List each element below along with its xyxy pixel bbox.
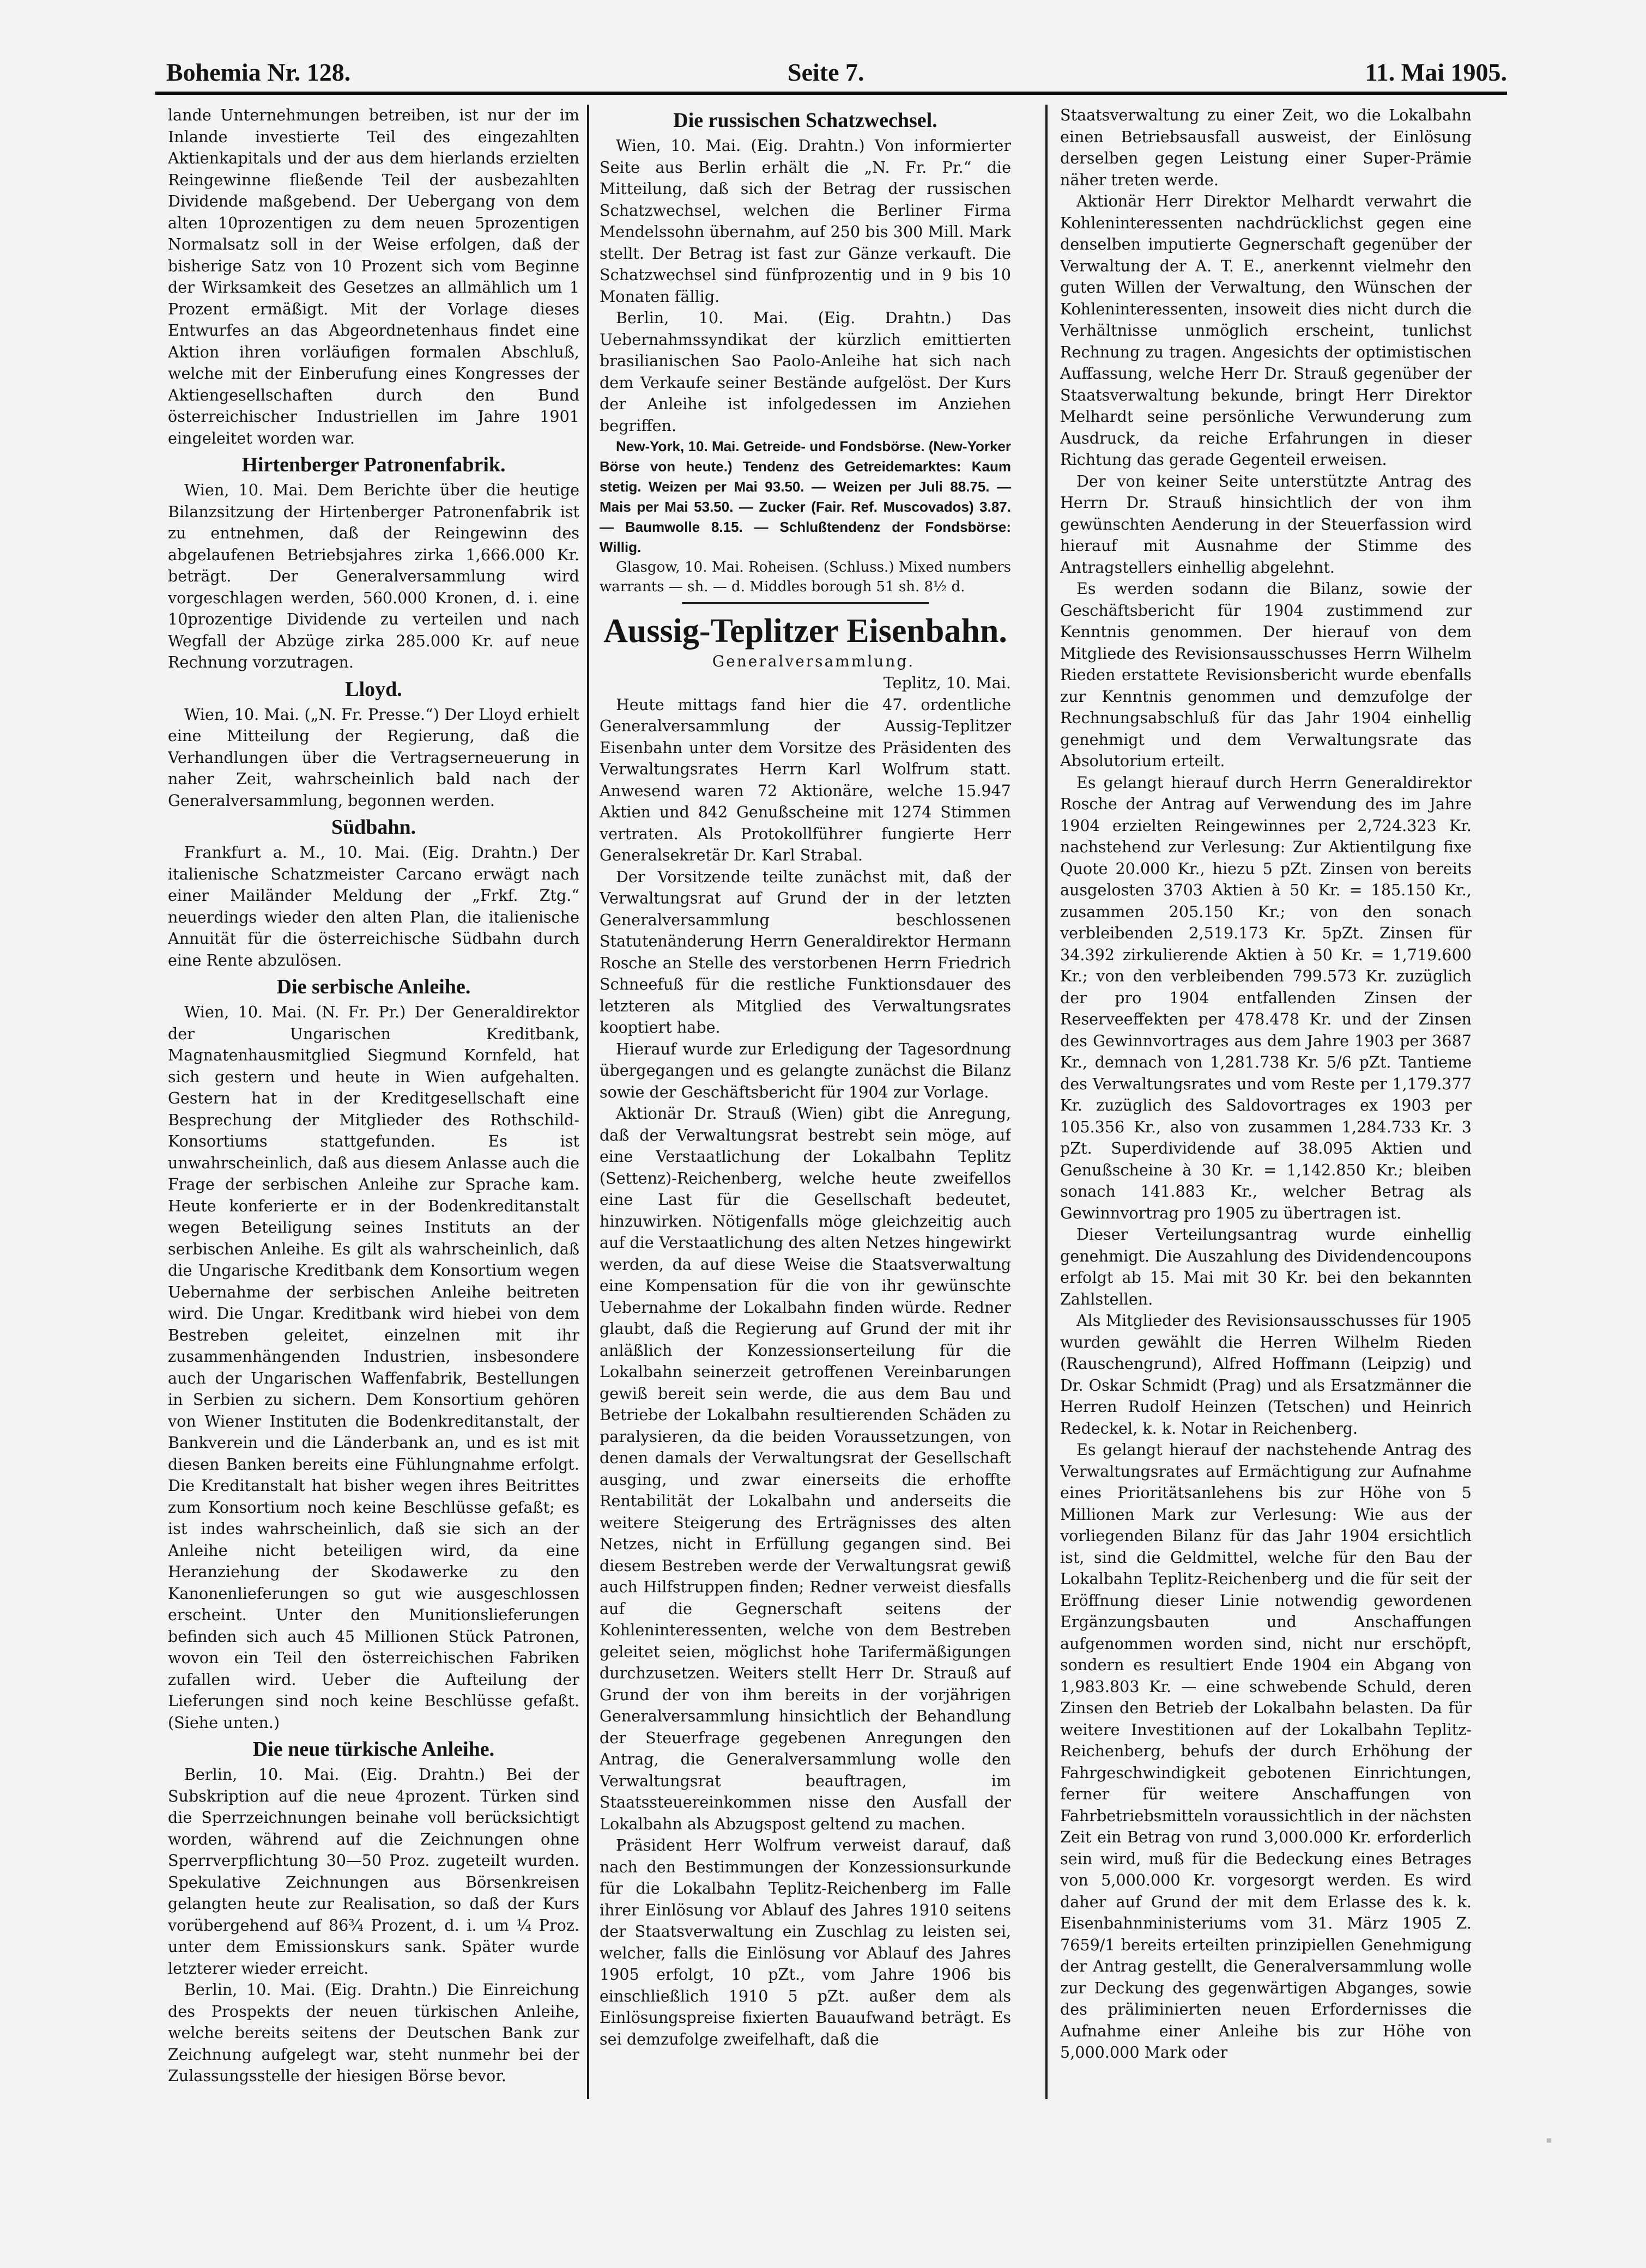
column-divider [587,105,589,2099]
header-date: 11. Mai 1905. [1365,58,1507,86]
market-report: Glasgow, 10. Mai. Roheisen. (Schluss.) Mixed numbers warrants — sh. — d. Middles borough 51 sh. 8½ d. [600,559,1011,595]
market-report: New-York, 10. Mai. Getreide- und Fondsbörse. (New-Yorker Börse von heute.) Tendenz des Getreidemarktes: Kaum stetig. Weizen per Mai 93.50. — Weizen per Juli 88.75. — Mais per Mai 53.50. — Zucker (Fair. Ref. Muscovados) 3.87. — Baumwolle 8.15. — Schlußtendenz der Fondsbörse: Willig. [600,438,1011,555]
article-paragraph: lande Unternehmungen betreiben, ist nur der im Inlande investierte Teil des eingezahlten Aktienkapitals und der aus dem hierlands erzielten Reingewinne fließende Teil der ausbezahlten Dividende maßgebend. Der Uebergang von dem alten 10prozentigen zu dem neuen 5prozentigen Normalsatz soll in der Weise erfolgen, daß der bisherige Satz von 10 Prozent sich vom Beginne der Wirksamkeit des Gesetzes an allmählich um 1 Prozent ermäßigt. Mit der Vorlage dieses Entwurfes an das Abgeordnetenhaus findet eine Aktion ihren vorläufigen formalen Abschluß, welche mit der Einberufung eines Kongresses der Aktiengesellschaften durch den Bund österreichischer Industriellen im Jahre 1901 eingeleitet worden war. [168,106,579,447]
page-header [166,52,1507,93]
header-page-number: Seite 7. [788,58,864,86]
article-paragraph: Wien, 10. Mai. Dem Berichte über die heutige Bilanzsitzung der Hirtenberger Patronenfabrik ist zu entnehmen, daß der Reingewinn des abgelaufenen Betriebsjahres zirka 1,666.000 Kr. beträgt. Der Generalversammlung wird vorgeschlagen werden, 560.000 Kronen, d. i. eine 10prozentige Dividende zu verteilen und nach Wegfall der Abzüge zirka 285.000 Kr. auf neue Rechnung vorzutragen. [168,481,579,671]
article-paragraph: Berlin, 10. Mai. (Eig. Drahtn.) Bei der Subskription auf die neue 4prozent. Türken sind die Sperrzeichnungen beinahe voll berücksichtigt worden, während auf die Zeichnungen ohne Sperrverpflichtung 30—50 Proz. zugeteilt wurden. Spekulative Zeichnungen aus Börsenkreisen gelangten heute zur Realisation, so daß der Kurs vorübergehend auf 86¾ Prozent, d. i. um ¼ Proz. unter dem Emissionskurs sank. Später wurde letzterer wieder erreicht. [168,1765,579,1978]
article-heading: Hirtenberger Patronenfabrik. [241,453,506,476]
article-paragraph: Es gelangt hierauf durch Herrn Generaldirektor Rosche der Antrag auf Verwendung des im Jahre 1904 erzielten Reingewinnes per 2,724.323 Kr. nachstehend zur Verlesung: Zur Aktientilgung fixe Quote 20.000 Kr., hiezu 5 pZt. Zinsen von bereits ausgelosten 3703 Aktien à 50 Kr. = 185.150 Kr., zusammen 205.150 Kr.; von den sonach verbleibenden 2,519.173 Kr. 5pZt. Zinsen für 34.392 zirkulierende Aktien à 50 Kr. = 1,719.600 Kr.; von den verbleibenden 799.573 Kr. zuzüglich der pro 1904 entfallenden Zinsen der Reserveeffekten per 478.478 Kr. und der Zinsen des Gewinnvortrages aus dem Jahre 1903 per 3687 Kr., demnach von 1,281.738 Kr. 5/6 pZt. Tantieme des Verwaltungsrates und vom Reste per 1,179.377 Kr. zuzüglich des Saldovortrages ex 1903 per 105.356 Kr., also von zusammen 1,284.733 Kr. 3 pZt. Superdividende auf 38.095 Aktien und Genußscheine à 30 Kr. = 1,142.850 Kr.; bleiben sonach 141.883 Kr., welcher Betrag als Gewinnvortrag pro 1905 zu übertragen ist. [1060,773,1472,1222]
article-paragraph: Staatsverwaltung zu einer Zeit, wo die Lokalbahn einen Betriebsausfall ausweist, der Einlösung derselben gegen Leistung einer Super-Prämie näher treten werde. [1060,106,1472,189]
article-paragraph: Heute mittags fand hier die 47. ordentliche Generalversammlung der Aussig-Teplitzer Eisenbahn unter dem Vorsitze des Präsidenten des Verwaltungsrates Herrn Karl Wolfrum statt. Anwesend waren 72 Aktionäre, welche 15.947 Aktien und 842 Genußscheine mit 1274 Stimmen vertraten. Als Protokollführer fungierte Herr Generalsekretär Dr. Karl Strabal. [600,695,1011,864]
article-paragraph: Aktionär Dr. Strauß (Wien) gibt die Anregung, daß der Verwaltungsrat bestrebt sein möge, auf eine Verstaatlichung der Lokalbahn Teplitz (Settenz)-Reichenberg, welche heute zweifellos eine Last für die Gesellschaft bedeutet, hinzuwirken. Nötigenfalls möge gleichzeitig auch auf die Verstaatlichung des alten Netzes hingewirkt werden, da auf diese Weise die Staatsverwaltung eine Kompensation für die von ihr gewünschte Uebernahme der Lokalbahn finden würde. Redner glaubt, daß die Regierung auf Grund der mit ihr anläßlich der Konzessionserteilung für die Lokalbahn seinerzeit getroffenen Vereinbarungen gewiß bereit sein werde, die aus dem Bau und Betriebe der Lokalbahn resultierenden Schäden zu paralysieren, da die beiden Voraussetzungen, von denen damals der Verwaltungsrat der Gesellschaft ausging, und zwar einerseits die erhoffte Rentabilität der Lokalbahn und anderseits die weitere Steigerung des Erträgnisses des alten Netzes, nicht in Erfüllung gegangen sind. Bei diesem Bestreben werde der Verwaltungsrat gewiß auch Hilfstruppen finden; Redner verweist diesfalls auf die Gegnerschaft seitens der Kohleninteressenten, welche von dem Bestreben geleitet seien, möglichst hohe Tarifermäßigungen durchzusetzen. Weiters stellt Herr Dr. Strauß auf Grund der von ihm bereits in der vorjährigen Generalversammlung hinsichtlich der Behandlung der Steuerfrage gegebenen Anregungen den Antrag, die Generalversammlung wolle den Verwaltungsrat beauftragen, im Staatssteuereinkommen nisse den Ausfall der Lokalbahn als Abzugspost geltend zu machen. [600,1104,1011,1833]
column-1 [168,105,579,2099]
article-paragraph: Als Mitglieder des Revisionsausschusses für 1905 wurden gewählt die Herren Wilhelm Rieden (Rauschengrund), Alfred Hoffmann (Leipzig) und Dr. Oskar Schmidt (Prag) und als Ersatzmänner die Herren Rudolf Heinzen (Tetschen) und Heinrich Redeckel, k. k. Notar in Reichenberg. [1060,1311,1472,1438]
article-heading: Die serbische Anleihe. [276,975,471,998]
article-paragraph: Frankfurt a. M., 10. Mai. (Eig. Drahtn.) Der italienische Schatzmeister Carcano erwägt nach einer Mailänder Meldung der „Frkf. Ztg.“ neuerdings wieder den alten Plan, die italienische Annuität für die österreichische Südbahn durch eine Rente abzulösen. [168,843,579,969]
article-paragraph: Wien, 10. Mai. (Eig. Drahtn.) Von informierter Seite aus Berlin erhält die „N. Fr. Pr.“ die Mitteilung, daß sich der Betrag der russischen Schatzwechsel, welchen die Berliner Firma Mendelssohn übernahm, auf 250 bis 300 Mill. Mark stellt. Der Betrag ist fast zur Gänze verkauft. Die Schatzwechsel sind fünfprozentig und in 9 bis 10 Monaten fällig. [600,136,1011,306]
article-dateline: Teplitz, 10. Mai. [883,674,1011,692]
article-heading: Die neue türkische Anleihe. [252,1738,495,1761]
article-paragraph: Es gelangt hierauf der nachstehende Antrag des Verwaltungsrates auf Ermächtigung zur Aufnahme eines Prioritätsanlehens bis zur Höhe von 5 Millionen Mark zur Verlesung: Wie aus der vorliegenden Bilanz für das Jahr 1904 ersichtlich ist, sind die Geldmittel, welche für den Bau der Lokalbahn Teplitz-Reichenberg und die für seit der Eröffnung dieser Linie notwendig gewordenen Ergänzungsbauten und Anschaffungen aufgenommen worden sind, nicht nur erschöpft, sondern es resultiert Ende 1904 ein Abgang von 1,983.803 Kr. — eine schwebende Schuld, deren Zinsen den Betrieb der Lokalbahn belasten. Da für weitere Investitionen auf der Lokalbahn Teplitz-Reichenberg, behufs der durch Erhöhung der Fahrgeschwindigkeit gebotenen Einrichtungen, ferner für weitere Anschaffungen von Fahrbetriebsmitteln voraussichtlich in der nächsten Zeit ein Betrag von rund 3,000.000 Kr. erforderlich sein wird, muß für die Bedeckung eines Betrages von 5,000.000 Kr. vorgesorgt werden. Es wird daher auf Grund der mit dem Erlasse des k. k. Eisenbahnministeriums vom 31. März 1905 Z. 7659/1 bereits erteilten prinzipiellen Genehmigung der Antrag gestellt, die Generalversammlung wolle zur Deckung des gegenwärtigen Abganges, sowie des präliminierten neuen Erfordernisses die Aufnahme einer Anleihe bis zur Höhe von 5,000.000 Mark oder [1060,1440,1472,2061]
column-divider [1045,105,1048,2099]
article-heading: Die russischen Schatzwechsel. [673,109,937,132]
article-paragraph: Berlin, 10. Mai. (Eig. Drahtn.) Das Uebernahmssyndikat der kürzlich emittierten brasilianischen Sao Paolo-Anleihe hat sich nach dem Verkaufe seiner Bestände aufgelöst. Der Kurs der Anleihe ist infolgedessen im Anziehen begriffen. [600,308,1011,435]
article-paragraph: Aktionär Herr Direktor Melhardt verwahrt die Kohleninteressenten nachdrücklichst gegen eine denselben imputierte Gegnerschaft gegenüber der Verwaltung der A. T. E., anerkennt vielmehr den guten Willen der Verwaltung, den Wünschen der Kohleninteressenten, insoweit dies nicht durch die Verhältnisse unmöglich erscheint, tunlichst Rechnung zu tragen. Angesichts der optimistischen Auffassung, welche Herr Dr. Strauß gegenüber der Staatsverwaltung bekunde, bringt Herr Direktor Melhardt seine persönliche Verwunderung zum Ausdruck, da reiche Erfahrungen in dieser Richtung das gerade Gegenteil erweisen. [1060,192,1472,469]
article-paragraph: Der von keiner Seite unterstützte Antrag des Herrn Dr. Strauß hinsichtlich der von ihm gewünschten Aenderung in der Steuerfassion wird hierauf mit Ausnahme der Stimme des Antragstellers einhellig abgelehnt. [1060,471,1472,577]
article-paragraph: Wien, 10. Mai. (N. Fr. Pr.) Der Generaldirektor der Ungarischen Kreditbank, Magnatenhausmitglied Siegmund Kornfeld, hat sich gestern und heute in Wien aufgehalten. Gestern hat in der Kreditgesellschaft eine Besprechung der Mitglieder des Rothschild-Konsortiums stattgefunden. Es ist unwahrscheinlich, daß aus diesem Anlasse auch die Frage der serbischen Anleihe zur Sprache kam. Heute konferierte er in der Bodenkreditanstalt wegen Beteiligung seines Instituts an der serbischen Anleihe. Es gilt als wahrscheinlich, daß die Ungarische Kreditbank dem Konsortium wegen Uebernahme der serbischen Anleihe beitreten wird. Die Ungar. Kreditbank wird hiebei von dem Bestreben geleitet, einzelnen mit ihr zusammenhängenden Industrien, insbesondere auch der Ungarischen Waffenfabrik, Bestellungen in Serbien zu sichern. Dem Konsortium gehören von Wiener Instituten die Bodenkreditanstalt, der Bankverein und die Länderbank an, und es ist mit diesen Banken bereits eine Fühlungnahme erfolgt. Die Kreditanstalt hat bisher wegen ihres Beitrittes zum Konsortium noch keine Beschlüsse gefaßt; es ist indes wahrscheinlich, daß sie sich an der Anleihe nicht beteiligen wird, da eine Heranziehung der Skodawerke zu den Kanonenlieferungen so gut wie ausgeschlossen erscheint. Unter den Munitionslieferungen befinden sich auch 45 Millionen Stück Patronen, wovon ein Teil den österreichischen Fabriken zufallen wird. Ueber die Aufteilung der Lieferungen sind noch keine Beschlüsse gefaßt. (Siehe unten.) [168,1003,579,1732]
article-paragraph: Berlin, 10. Mai. (Eig. Drahtn.) Die Einreichung des Prospekts der neuen türkischen Anleihe, welche bereits seitens der Deutschen Bank zur Zeichnung aufgelegt war, steht nunmehr bei der Zulassungsstelle der hiesigen Börse bevor. [168,1980,579,2085]
section-separator [682,602,929,604]
article-subtitle: Generalversammlung. [712,652,915,670]
column-2 [600,105,1011,2099]
article-paragraph: Es werden sodann die Bilanz, sowie der Geschäftsbericht für 1904 zustimmend zur Kenntnis genommen. Der hierauf von dem Mitgliede des Revisionsausschusses Herrn Wilhelm Rieden erstattete Revisionsbericht wurde ebenfalls zur Kenntnis genommen und demzufolge der Rechnungsabschluß für das Jahr 1904 einhellig genehmigt und dem Verwaltungsrate das Absolutorium erteilt. [1060,579,1472,770]
article-paragraph: Wien, 10. Mai. („N. Fr. Presse.“) Der Lloyd erhielt eine Mitteilung der Regierung, daß die Verhandlungen über die Vertragserneuerung in naher Zeit, wahrscheinlich bald nach der Generalversammlung, begonnen werden. [168,705,579,810]
header-rule [155,92,1507,95]
article-paragraph: Präsident Herr Wolfrum verweist darauf, daß nach den Bestimmungen der Konzessionsurkunde für die Lokalbahn Teplitz-Reichenberg im Falle ihrer Einlösung vor Ablauf des Jahres 1910 seitens der Staatsverwaltung ein Zuschlag zu leisten sei, welcher, falls die Einlösung vor Ablauf des Jahres 1905 erfolgt, 10 pZt., vom Jahre 1906 bis einschließlich 1910 5 pZt. außer dem als Einlösungspreise fixierten Bauaufwand beträgt. Es sei demzufolge zweifelhaft, daß die [600,1836,1011,2048]
article-heading: Südbahn. [331,816,416,839]
article-paragraph: Hierauf wurde zur Erledigung der Tagesordnung übergegangen und es gelangte zunächst die Bilanz sowie der Geschäftsbericht für 1904 zur Vorlage. [600,1039,1011,1101]
article-heading: Lloyd. [345,677,402,701]
article-paragraph: Der Vorsitzende teilte zunächst mit, daß der Verwaltungsrat auf Grund der in der letzten Generalversammlung beschlossenen Statutenänderung Herrn Generaldirektor Hermann Rosche an Stelle des verstorbenen Herrn Friedrich Schneefuß für die restliche Funktionsdauer des letzteren als Mitglied des Verwaltungsrates kooptiert habe. [600,867,1011,1036]
header-publication: Bohemia Nr. 128. [166,58,351,86]
article-paragraph: Dieser Verteilungsantrag wurde einhellig genehmigt. Die Auszahlung des Dividendencoupons erfolgt ab 15. Mai mit 30 Kr. bei den bekannten Zahlstellen. [1060,1225,1472,1308]
column-3 [1060,105,1472,2099]
article-title: Aussig-Teplitzer Eisenbahn. [603,613,1007,650]
scan-speck [1547,2138,1551,2143]
